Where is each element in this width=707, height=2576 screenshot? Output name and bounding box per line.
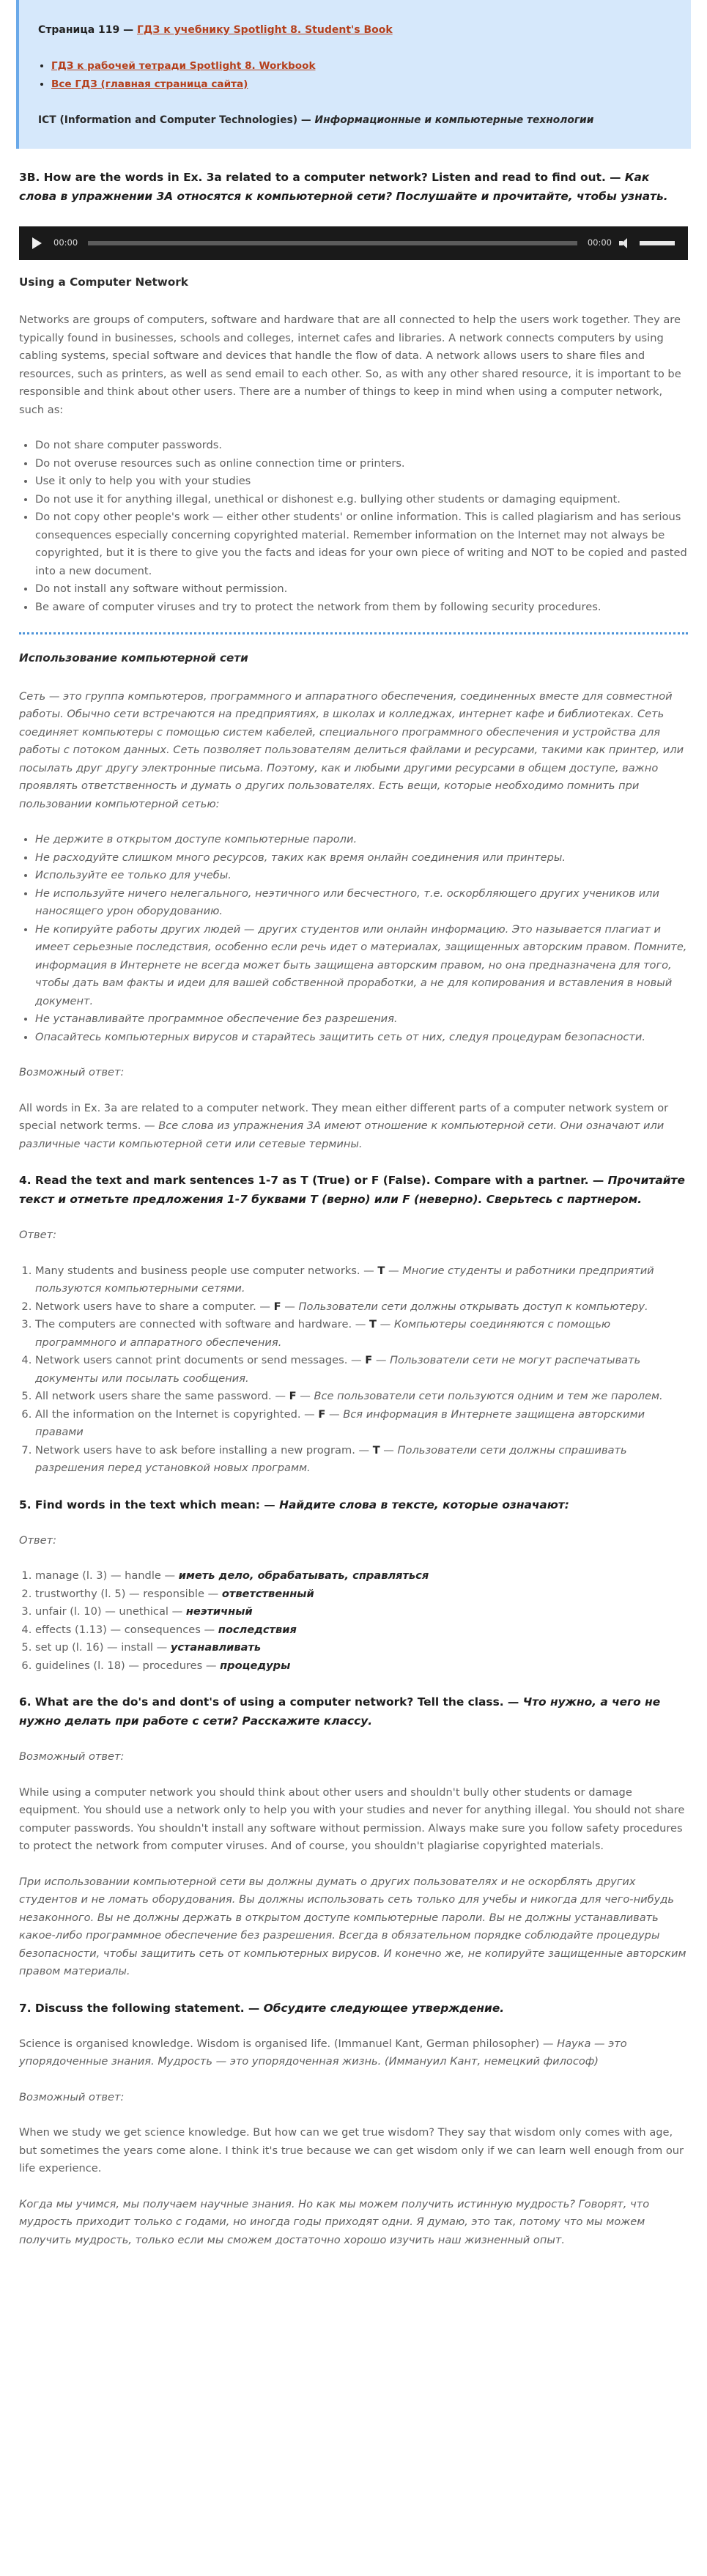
item-en: unfair (l. 10) — unethical — <box>35 1605 183 1618</box>
item-en: guidelines (l. 18) — procedures — <box>35 1659 217 1672</box>
list-item <box>35 1621 688 1640</box>
item-ru: Все пользователи сети пользуются одним и тем же паролем. <box>314 1390 663 1402</box>
item-en: All network users share the same password. — <box>35 1390 286 1402</box>
item-ru: устанавливать <box>170 1641 262 1654</box>
task-7-quote <box>19 2035 688 2071</box>
item-en: Many students and business people use computer networks. — <box>35 1264 374 1277</box>
task-3b-answer-ru: Все слова из упражнения 3А имеют отношение к компьютерной сети. Они означают или различные части компьютерной сети или сетевые термины. <box>19 1119 665 1150</box>
play-icon[interactable] <box>32 237 42 249</box>
list-item: • Do not use it for anything illegal, unethical or dishonest e.g. bullying other students or damaging equipment. <box>35 491 688 509</box>
list-item <box>35 1585 688 1604</box>
item-en: Network users have to share a computer. — <box>35 1300 270 1313</box>
all-gdz-link[interactable]: Все ГДЗ (главная страница сайта) <box>51 78 248 90</box>
task-7-answer-en: When we study we get science knowledge. But how can we get true wisdom? They say that wisdom only comes with age, but sometimes the years come alone. I think it's true because we can get wisdom only if we can learn well enough from our life experience. <box>19 2126 684 2175</box>
task-3b-heading-ru: Как слова в упражнении 3А относятся к компьютерной сети? Послушайте и прочитайте, чтобы узнать. <box>19 170 668 203</box>
list-item: 7. Network users have to ask before installing a new program. — T — Пользователи сети должны спрашивать разрешения перед установкой новых программ. <box>35 1442 688 1478</box>
topic-en: ICT (Information and Computer Technologies) — <box>38 114 311 126</box>
task-7-heading-ru: Обсудите следующее утверждение. <box>263 2001 505 2015</box>
item-en: Network users have to ask before installing a new program. — <box>35 1443 370 1457</box>
lesson-topic <box>38 111 669 130</box>
task-7-quote-en: Science is organised knowledge. Wisdom is organised life. (Immanuel Kant, German philosopher) — <box>19 2037 554 2050</box>
item-ru: Вся информация в Интернете защищена авторскими правами <box>35 1407 645 1438</box>
list-item: • Не используйте ничего нелегального, неэтичного или бесчестного, т.е. оскорбляющего других учеников или наносящего урон оборудованию. <box>35 885 688 921</box>
list-item: 4. Network users cannot print documents or send messages. — F — Пользователи сети не могут распечатывать документы или посылать сообщения. <box>35 1352 688 1388</box>
item-mark: F <box>318 1407 326 1421</box>
topic-ru: Информационные и компьютерные технологии <box>314 114 594 126</box>
task-7-heading <box>19 1999 688 2018</box>
audio-progress-track[interactable] <box>88 241 577 245</box>
item-mark: T <box>372 1443 380 1457</box>
list-item: • Use it only to help you with your studies <box>35 473 688 491</box>
list-item: • Опасайтесь компьютерных вирусов и старайтесь защитить сеть от них, следуя процедурам безопасности. <box>35 1029 688 1047</box>
text-en-title: Using a Computer Network <box>19 275 188 289</box>
item-en: Network users cannot print documents or send messages. — <box>35 1354 362 1366</box>
list-item <box>35 1567 688 1585</box>
audio-player <box>19 226 688 260</box>
possible-answer-label: Возможный ответ: <box>19 1750 125 1763</box>
list-item: 1. Many students and business people use computer networks. — T — Многие студенты и работники предприятий пользуются компьютерными сетями. <box>35 1262 688 1298</box>
list-item: 2. Network users have to share a computer. — F — Пользователи сети должны открывать доступ к компьютеру. <box>35 1298 688 1317</box>
item-en: trustworthy (l. 5) — responsible — <box>35 1587 219 1600</box>
task-4-list <box>35 1262 688 1478</box>
item-en: manage (l. 3) — handle — <box>35 1569 176 1582</box>
task-5-heading-en: 5. Find words in the text which mean: — <box>19 1498 275 1511</box>
task-6-heading-en: 6. What are the do's and dont's of using a computer network? Tell the class. — <box>19 1695 519 1709</box>
nav-item <box>51 57 669 75</box>
list-item: • Не держите в открытом доступе компьютерные пароли. <box>35 831 688 849</box>
task-4-heading-en: 4. Read the text and mark sentences 1-7 as T (True) or F (False). Compare with a partner. — <box>19 1174 604 1187</box>
item-ru: иметь дело, обрабатывать, справляться <box>178 1569 429 1582</box>
item-mark: F <box>273 1300 281 1313</box>
task-3b-heading <box>19 168 688 206</box>
item-en: All the information on the Internet is copyrighted. — <box>35 1407 315 1421</box>
list-item: • Do not copy other people's work — either other students' or online information. This is called plagiarism and has serious consequences especially concerning copyrighted material. Remember information on the Internet may not always be copyrighted, but it is there to give you the facts and ideas for your own piece of writing and NOT to be copied and pasted into a new document. <box>35 508 688 580</box>
volume-slider[interactable] <box>640 241 675 245</box>
item-ru: Пользователи сети должны открывать доступ к компьютеру. <box>298 1300 648 1313</box>
item-ru: неэтичный <box>185 1605 253 1618</box>
item-ru: Пользователи сети не могут распечатывать документы или посылать сообщения. <box>35 1354 641 1385</box>
volume-icon[interactable] <box>619 238 631 248</box>
task-6-heading-ru: Что нужно, а чего не нужно делать при работе с сети? Расскажите классу. <box>19 1695 661 1728</box>
task-5-list <box>35 1567 688 1675</box>
list-item: 5. All network users share the same password. — F — Все пользователи сети пользуются одним и тем же паролем. <box>35 1388 688 1406</box>
task-6-answer-ru: При использовании компьютерной сети вы должны думать о других пользователях и не оскорблять других студентов и не ломать оборудования. Вы должны использовать сеть только для учебы и никогда для чего-нибудь незаконного. Вы не должны держать в открытом доступе компьютерные пароли. Вы не должны устанавливать какое-либо программное обеспечение без разрешения. Всегда в обязательном порядке соблюдайте процедуры безопасности, чтобы защитить сеть от компьютерных вирусов. И конечно же, не копируйте защищенные авторским правом материалы. <box>19 1875 686 1977</box>
list-item: • Do not share computer passwords. <box>35 437 688 455</box>
item-ru: Пользователи сети должны спрашивать разрешения перед установкой новых программ. <box>35 1443 627 1474</box>
list-item: • Не копируйте работы других людей — других студентов или онлайн информацию. Это называется плагиат и имеет серьезные последствия, особенно если речь идет о материалах, защищенных авторским правом. Помните, информация в Интернете не всегда может быть защищена авторским правом, но она предназначена для того, чтобы дать вам факты и идеи для вашей собственной проработки, а не для копирования и вставления в новый документ. <box>35 921 688 1011</box>
item-mark: F <box>365 1354 373 1366</box>
list-item <box>35 1657 688 1676</box>
task-5-heading <box>19 1495 688 1514</box>
list-item: • Не устанавливайте программное обеспечение без разрешения. <box>35 1010 688 1029</box>
possible-answer-label: Возможный ответ: <box>19 2090 125 2103</box>
page-prefix: Страница 119 — <box>38 24 134 36</box>
task-4-heading-ru: Прочитайте текст и отметьте предложения 1-7 буквами T (верно) или F (неверно). Сверьтесь с партнером. <box>19 1174 685 1206</box>
workbook-link[interactable]: ГДЗ к рабочей тетради Spotlight 8. Workbook <box>51 60 316 72</box>
list-item: • Do not overuse resources such as online connection time or printers. <box>35 455 688 473</box>
answer-label: Ответ: <box>19 1229 56 1241</box>
list-item: 3. The computers are connected with software and hardware. — T — Компьютеры соединяются с помощью программного и аппаратного обеспечения. <box>35 1316 688 1352</box>
task-6-answer-en: While using a computer network you should think about other users and shouldn't bully other students or damage equipment. You should use a network only to help you with your studies and never for anything illegal. You should not share computer passwords. You shouldn't install any software without permission. Always make sure you follow safety procedures to protect the network from computer viruses. And of course, you shouldn't plagiarise copyrighted materials. <box>19 1785 685 1852</box>
task-3b-answer-en: All words in Ex. 3a are related to a computer network. They mean either different parts of a computer network system or special network terms. — <box>19 1101 669 1132</box>
task-7-heading-en: 7. Discuss the following statement. — <box>19 2001 260 2015</box>
main-book-link[interactable]: ГДЗ к учебнику Spotlight 8. Student's Book <box>137 24 393 36</box>
text-en-paragraph: Networks are groups of computers, software and hardware that are all connected to help the users work together. They are typically found in businesses, schools and colleges, internet cafes and libraries. A network connects computers by using cabling systems, special software and devices that handle the flow of data. A network allows users to share files and resources, such as printers, as well as send email to each other. So, as with any other shared resource, it is important to be responsible and think about other users. There are a number of things to keep in mind when using a computer network, such as: <box>19 314 681 416</box>
nav-list <box>51 57 669 94</box>
item-mark: T <box>377 1264 385 1277</box>
list-item: • Be aware of computer viruses and try to protect the network from them by following security procedures. <box>35 599 688 617</box>
lesson-info-box <box>16 0 691 149</box>
item-en: effects (1.13) — consequences — <box>35 1623 215 1636</box>
task-5-heading-ru: Найдите слова в тексте, которые означают: <box>279 1498 569 1511</box>
item-ru: процедуры <box>220 1659 291 1672</box>
item-ru: Компьютеры соединяются с помощью программного и аппаратного обеспечения. <box>35 1318 611 1349</box>
task-6-heading <box>19 1692 688 1731</box>
text-ru-list <box>35 831 688 1046</box>
list-item: • Do not install any software without permission. <box>35 580 688 599</box>
item-ru: ответственный <box>221 1587 314 1600</box>
task-7-answer-ru: Когда мы учимся, мы получаем научные знания. Но как мы можем получить истинную мудрость? Говорят, что мудрость приходит только с годами, но иногда годы приходят одни. Я думаю, это так, потому что мы можем получить мудрость, только если мы сможем достаточно хорошо изучить наш жизненный опыт. <box>19 2197 650 2246</box>
item-en: set up (l. 16) — install — <box>35 1641 168 1654</box>
list-item: • Не расходуйте слишком много ресурсов, таких как время онлайн соединения или принтеры. <box>35 849 688 867</box>
task-7-quote-ru: Наука — это упорядоченные знания. Мудрость — это упорядоченная жизнь. (Иммануил Кант, немецкий философ) <box>19 2037 627 2068</box>
task-3b-answer <box>19 1100 688 1154</box>
lesson-line <box>38 21 669 40</box>
item-en: The computers are connected with software and hardware. — <box>35 1318 366 1330</box>
list-item <box>35 1603 688 1621</box>
list-item: 6. All the information on the Internet is copyrighted. — F — Вся информация в Интернете защищена авторскими правами <box>35 1406 688 1442</box>
nav-item <box>51 75 669 94</box>
section-divider <box>19 632 688 634</box>
answer-label: Ответ: <box>19 1533 56 1547</box>
list-item: • Используйте ее только для учебы. <box>35 867 688 885</box>
text-ru-paragraph: Сеть — это группа компьютеров, программного и аппаратного обеспечения, соединенных вместе для совместной работы. Обычно сети встречаются на предприятиях, в школах и колледжах, интернет кафе и библиотеках. Сеть соединяет компьютеры с помощью систем кабелей, специального программного обеспечения и устройства для работы с потоком данных. Сеть позволяет пользователям делиться файлами и ресурсами, такими как принтер, или посылать друг другу электронные письма. Поэтому, как и любыми другими ресурсами в общем доступе, важно проявлять ответственность и думать о других пользователях. Есть вещи, которые необходимо помнить при пользовании компьютерной сетью: <box>19 689 684 810</box>
task-3b-heading-en: 3B. How are the words in Ex. 3a related to a computer network? Listen and read to find out. — <box>19 170 621 184</box>
list-item <box>35 1639 688 1657</box>
item-mark: F <box>289 1390 297 1402</box>
text-ru-title: Использование компьютерной сети <box>19 651 248 665</box>
item-ru: последствия <box>218 1623 297 1636</box>
audio-current-time: 00:00 <box>53 237 78 248</box>
task-4-heading <box>19 1171 688 1209</box>
audio-duration: 00:00 <box>587 237 612 248</box>
item-mark: T <box>369 1318 377 1330</box>
text-en-list <box>35 437 688 616</box>
possible-answer-label: Возможный ответ: <box>19 1066 125 1078</box>
item-ru: Многие студенты и работники предприятий пользуются компьютерными сетями. <box>35 1264 654 1295</box>
